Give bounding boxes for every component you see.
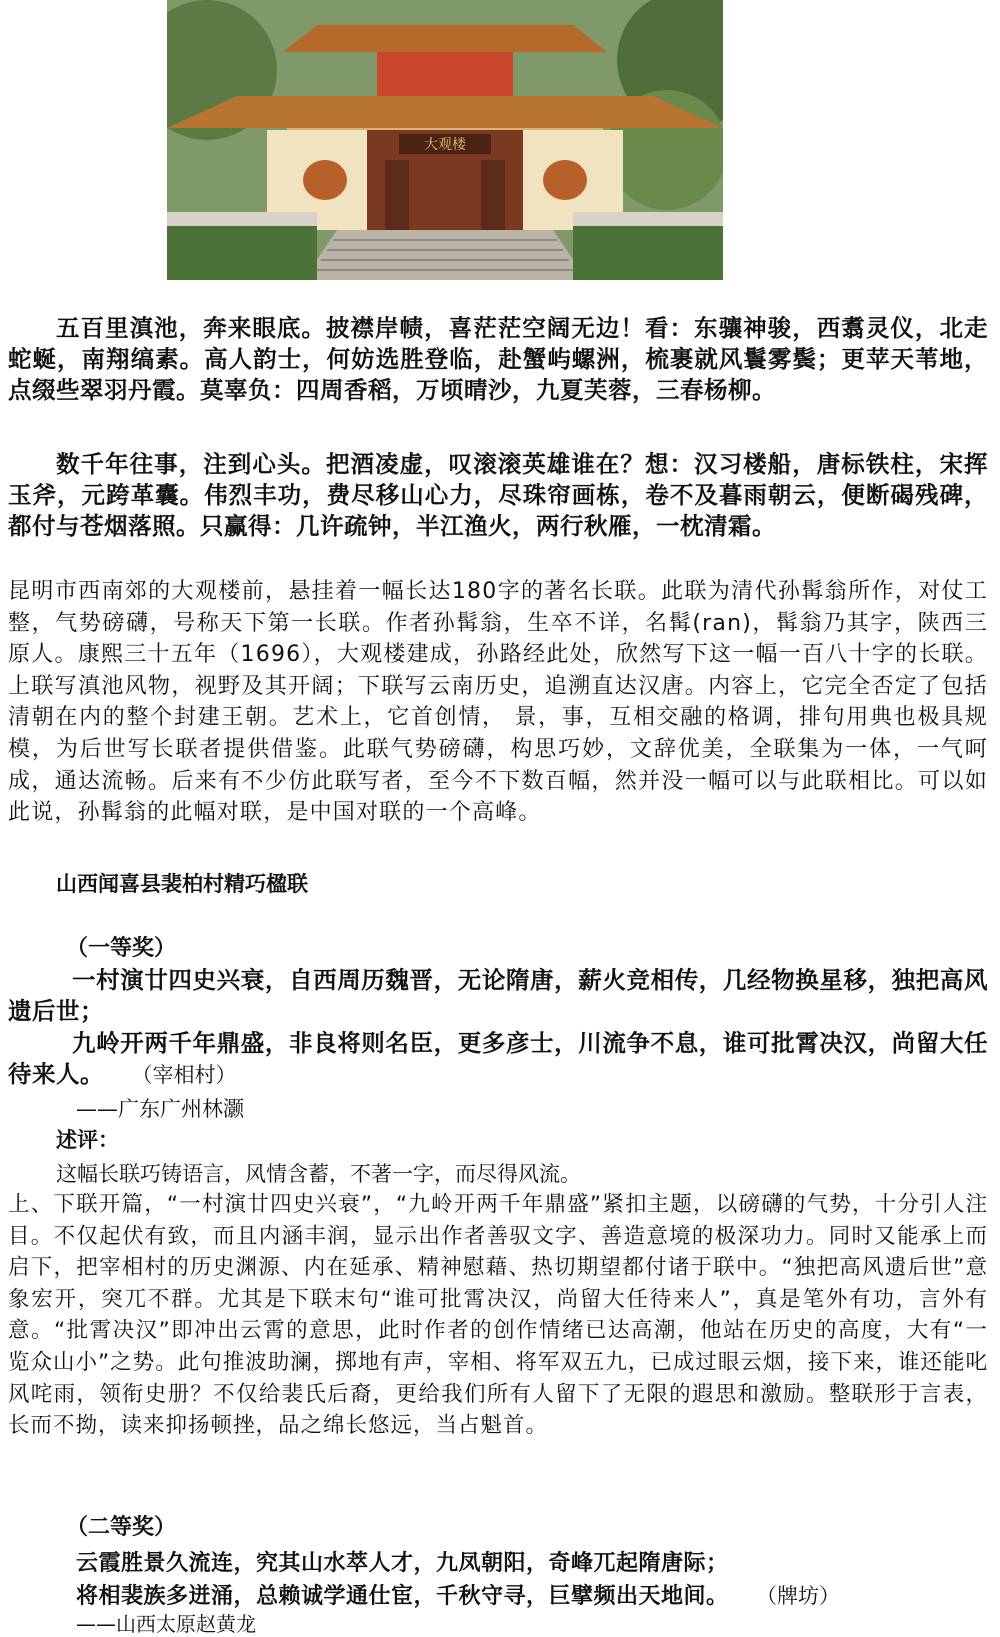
award-second-label: （二等奖） <box>66 1514 177 1540</box>
poem-lower: 数千年往事，注到心头。把酒凌虚，叹滚滚英雄谁在？想：汉习楼船，唐标铁柱，宋挥玉斧，元跨革囊。伟烈丰功，费尽移山心力，尽珠帘画栋，卷不及暮雨朝云，便断碣残碑，都付与苍烟落照。只赢得：几许疏钟，半江渔火，两行秋雁，一枕清霜。 <box>8 450 988 540</box>
award-second-upper: 云霞胜景久流连，究其山水萃人才，九凤朝阳，奇峰兀起隋唐际； <box>76 1550 729 1576</box>
award-first-note: （宰相村） <box>142 1063 237 1087</box>
signboard-text: 大观楼 <box>424 137 466 153</box>
review-body: 上、下联开篇，“一村演廿四史兴衰”，“九岭开两千年鼎盛”紧扣主题，以磅礴的气势，十分引人注目。不仅起伏有致，而且内涵丰润，显示出作者善驭文字、善造意境的极深功力。同时又能承上而启下，把宰相村的历史渊源、内在延承、精神慰藉、热切期望都付诸于联中。“独把高风遗后世”意象宏开，突兀不群。尤其是下联末句“谁可批霄决汉，尚留大任待来人”，真是笔外有功，言外有意。“批霄决汉”即冲出云霄的意思，此时作者的创作情绪已达高潮，他站在历史的高度，大有“一览众山小”之势。此句推波助澜，掷地有声，宰相、将军双五九，已成过眼云烟，接下来，谁还能叱风咤雨，领衔史册？不仅给裴氏后裔，更给我们所有人留下了无限的遐思和激励。整联形于言表，长而不拗，读来抑扬顿挫，品之绵长悠远，当占魁首。 <box>8 1192 988 1439</box>
award-first-lower-text: 九岭开两千年鼎盛，非良将则名臣，更多彦士，川流争不息，谁可批霄决汉，尚留大任待来人。 <box>8 1029 988 1088</box>
review-title: 述评： <box>56 1127 119 1152</box>
poem-upper: 五百里滇池，奔来眼底。披襟岸帻，喜茫茫空阔无边！看：东骧神骏，西翥灵仪，北走蛇蜒，南翔缟素。高人韵士，何妨选胜登临，赴蟹屿螺洲，梳裹就风鬟雾鬓；更苹天苇地，点缀些翠羽丹霞。莫辜负：四周香稻，万顷晴沙，九夏芙蓉，三春杨柳。 <box>8 314 988 404</box>
intro-paragraph: 昆明市西南郊的大观楼前，悬挂着一幅长达180字的著名长联。此联为清代孙髯翁所作，对仗工整，气势磅礴，号称天下第一长联。作者孙髯翁，生卒不详，名髯(ran)，髯翁乃其字，陕西三原人。康熙三十五年（1696），大观楼建成，孙路经此处，欣然写下这一幅一百八十字的长联。上联写滇池风物，视野及其开阔；下联写云南历史，追溯直达汉唐。内容上，它完全否定了包括清朝在内的整个封建王朝。艺术上，它首创情， 景，事，互相交融的格调，排句用典也极具规模，为后世写长联者提供借鉴。此联气势磅礴，构思巧妙，文辞优美，全联集为一体，一气呵成，通达流畅。后来有不少仿此联写者，至今不下数百幅，然并没一幅可以与此联相比。可以如此说，孙髯翁的此幅对联，是中国对联的一个高峰。 <box>8 579 988 826</box>
award-second-note: （牌坊） <box>766 1584 841 1608</box>
award-second-lower-text: 将相裴族多迸涌，总赖诚学通仕宦，千秋守寻，巨擘频出天地间。 <box>76 1583 729 1609</box>
award-second-author: ——山西太原赵黄龙 <box>76 1612 256 1636</box>
award-first-lower <box>8 1028 988 1091</box>
daguan-tower-photo <box>167 0 723 280</box>
award-first-label: （一等奖） <box>66 935 177 961</box>
award-second-lower <box>76 1579 840 1610</box>
review-lead: 这幅长联巧铸语言，风情含蓄，不著一字，而尽得风流。 <box>56 1162 581 1186</box>
section-title: 山西闻喜县裴柏村精巧楹联 <box>56 871 308 896</box>
award-first-upper: 一村演廿四史兴衰，自西周历魏晋，无论隋唐，薪火竞相传，几经物换星移，独把高风遗后世； <box>8 966 988 1025</box>
award-first-author: ——广东广州林灏 <box>76 1097 244 1121</box>
